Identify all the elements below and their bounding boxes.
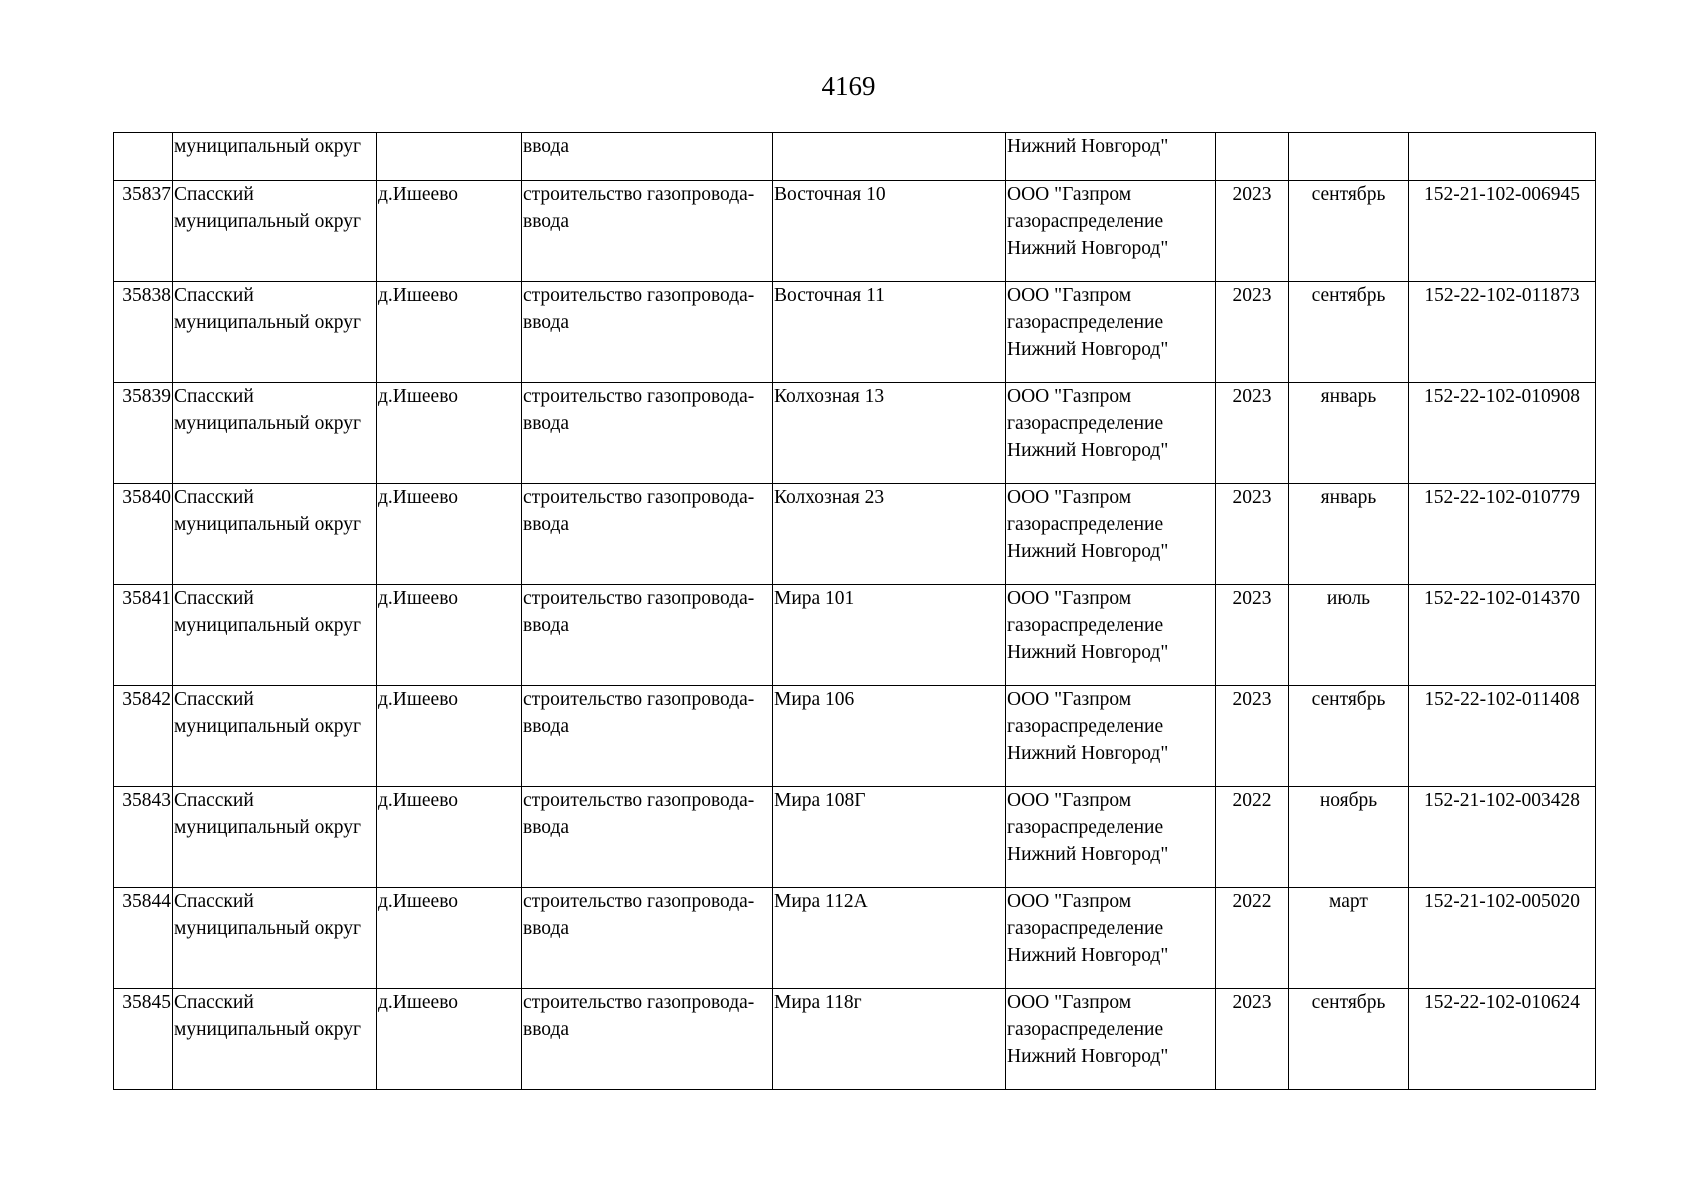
org-line: Нижний Новгород" [1007, 1046, 1169, 1067]
cell-work [522, 787, 773, 888]
org-line: ООО "Газпром [1007, 689, 1132, 710]
cell-village: д.Ишеево [377, 787, 522, 888]
cell-month: сентябрь [1289, 686, 1409, 787]
cell-district [173, 383, 377, 484]
cell-address: Колхозная 13 [773, 383, 1006, 484]
cell-code: 152-22-102-010908 [1409, 383, 1596, 484]
org-line: ООО "Газпром [1007, 285, 1132, 306]
district-line: Спасский [174, 285, 254, 306]
org-line: ООО "Газпром [1007, 588, 1132, 609]
table-row [114, 383, 1596, 484]
district-line: муниципальный округ [174, 211, 362, 232]
cell-district [173, 888, 377, 989]
table-row [114, 888, 1596, 989]
cell-org [1006, 989, 1216, 1090]
continuation-row [114, 133, 1596, 181]
cell-address: Мира 108Г [773, 787, 1006, 888]
cell-num: 35845 [114, 989, 173, 1090]
work-line: строительство газопровода- [523, 891, 755, 912]
cell-org [1006, 484, 1216, 585]
cell-num: 35838 [114, 282, 173, 383]
org-line: газораспределение [1007, 1019, 1164, 1040]
cell-address: Мира 101 [773, 585, 1006, 686]
cell-village [377, 133, 522, 181]
org-line: Нижний Новгород" [1007, 440, 1169, 461]
cell-district [173, 787, 377, 888]
district-line: Спасский [174, 386, 254, 407]
district-line: муниципальный округ [174, 1019, 362, 1040]
org-line: ООО "Газпром [1007, 992, 1132, 1013]
cell-district [173, 181, 377, 282]
cell-work [522, 181, 773, 282]
cell-address [773, 133, 1006, 181]
work-line: ввода [523, 413, 570, 434]
cell-village: д.Ишеево [377, 282, 522, 383]
cell-month: сентябрь [1289, 181, 1409, 282]
cell-year: 2023 [1216, 484, 1289, 585]
org-line: Нижний Новгород" [1007, 844, 1169, 865]
district-line: муниципальный округ [174, 413, 362, 434]
cell-district: муниципальный округ [173, 133, 377, 181]
work-line: ввода [523, 817, 570, 838]
cell-year: 2022 [1216, 888, 1289, 989]
cell-num: 35842 [114, 686, 173, 787]
district-line: муниципальный округ [174, 615, 362, 636]
cell-num: 35844 [114, 888, 173, 989]
org-line: ООО "Газпром [1007, 891, 1132, 912]
cell-work [522, 686, 773, 787]
cell-district [173, 282, 377, 383]
org-line: Нижний Новгород" [1007, 945, 1169, 966]
cell-code: 152-22-102-014370 [1409, 585, 1596, 686]
cell-village: д.Ишеево [377, 686, 522, 787]
page-number: 4169 [821, 71, 876, 101]
cell-month [1289, 133, 1409, 181]
cell-village: д.Ишеево [377, 484, 522, 585]
district-line: Спасский [174, 891, 254, 912]
cell-year: 2023 [1216, 585, 1289, 686]
work-line: строительство газопровода- [523, 285, 755, 306]
district-line: муниципальный округ [174, 817, 362, 838]
org-line: Нижний Новгород" [1007, 743, 1169, 764]
org-line: ООО "Газпром [1007, 790, 1132, 811]
cell-month: январь [1289, 484, 1409, 585]
district-line: Спасский [174, 992, 254, 1013]
org-line: Нижний Новгород" [1007, 541, 1169, 562]
cell-org: Нижний Новгород" [1006, 133, 1216, 181]
table-row [114, 787, 1596, 888]
work-line: строительство газопровода- [523, 992, 755, 1013]
org-line: Нижний Новгород" [1007, 642, 1169, 663]
table-row [114, 585, 1596, 686]
cell-month: июль [1289, 585, 1409, 686]
district-line: Спасский [174, 790, 254, 811]
cell-work [522, 585, 773, 686]
cell-work [522, 484, 773, 585]
cell-num: 35840 [114, 484, 173, 585]
cell-month: сентябрь [1289, 989, 1409, 1090]
org-line: газораспределение [1007, 413, 1164, 434]
cell-code: 152-22-102-011873 [1409, 282, 1596, 383]
cell-year [1216, 133, 1289, 181]
cell-org [1006, 383, 1216, 484]
cell-year: 2023 [1216, 383, 1289, 484]
work-line: строительство газопровода- [523, 588, 755, 609]
work-line: ввода [523, 918, 570, 939]
org-line: газораспределение [1007, 615, 1164, 636]
cell-year: 2022 [1216, 787, 1289, 888]
cell-address: Мира 118г [773, 989, 1006, 1090]
cell-num [114, 133, 173, 181]
district-line: муниципальный округ [174, 312, 362, 333]
registry-table [113, 132, 1596, 1090]
work-line: ввода [523, 514, 570, 535]
cell-address: Восточная 11 [773, 282, 1006, 383]
work-line: ввода [523, 211, 570, 232]
cell-code [1409, 133, 1596, 181]
cell-org [1006, 181, 1216, 282]
org-line: газораспределение [1007, 817, 1164, 838]
district-line: муниципальный округ [174, 918, 362, 939]
cell-work [522, 989, 773, 1090]
table-row [114, 989, 1596, 1090]
district-line: Спасский [174, 689, 254, 710]
table-row [114, 686, 1596, 787]
cell-work [522, 383, 773, 484]
org-line: газораспределение [1007, 514, 1164, 535]
cell-village: д.Ишеево [377, 383, 522, 484]
cell-org [1006, 585, 1216, 686]
org-line: Нижний Новгород" [1007, 339, 1169, 360]
table-row [114, 181, 1596, 282]
cell-year: 2023 [1216, 282, 1289, 383]
cell-village: д.Ишеево [377, 585, 522, 686]
cell-address: Мира 106 [773, 686, 1006, 787]
cell-org [1006, 888, 1216, 989]
cell-work: ввода [522, 133, 773, 181]
work-line: строительство газопровода- [523, 689, 755, 710]
cell-org [1006, 686, 1216, 787]
cell-num: 35841 [114, 585, 173, 686]
cell-year: 2023 [1216, 686, 1289, 787]
cell-year: 2023 [1216, 181, 1289, 282]
cell-address: Восточная 10 [773, 181, 1006, 282]
work-line: ввода [523, 312, 570, 333]
org-line: газораспределение [1007, 918, 1164, 939]
cell-code: 152-22-102-010779 [1409, 484, 1596, 585]
org-line: ООО "Газпром [1007, 386, 1132, 407]
work-line: строительство газопровода- [523, 386, 755, 407]
district-line: Спасский [174, 487, 254, 508]
work-line: строительство газопровода- [523, 790, 755, 811]
cell-code: 152-21-102-003428 [1409, 787, 1596, 888]
org-line: газораспределение [1007, 211, 1164, 232]
cell-district [173, 989, 377, 1090]
cell-month: март [1289, 888, 1409, 989]
cell-num: 35839 [114, 383, 173, 484]
work-line: строительство газопровода- [523, 184, 755, 205]
cell-code: 152-21-102-006945 [1409, 181, 1596, 282]
org-line: ООО "Газпром [1007, 184, 1132, 205]
cell-work [522, 888, 773, 989]
cell-code: 152-21-102-005020 [1409, 888, 1596, 989]
cell-month: январь [1289, 383, 1409, 484]
cell-address: Колхозная 23 [773, 484, 1006, 585]
cell-district [173, 484, 377, 585]
district-line: Спасский [174, 588, 254, 609]
work-line: ввода [523, 716, 570, 737]
cell-year: 2023 [1216, 989, 1289, 1090]
district-line: Спасский [174, 184, 254, 205]
cell-district [173, 585, 377, 686]
cell-address: Мира 112А [773, 888, 1006, 989]
table-body [114, 133, 1596, 1090]
cell-village: д.Ишеево [377, 888, 522, 989]
cell-org [1006, 787, 1216, 888]
cell-num: 35837 [114, 181, 173, 282]
cell-month: сентябрь [1289, 282, 1409, 383]
cell-num: 35843 [114, 787, 173, 888]
cell-work [522, 282, 773, 383]
cell-district [173, 686, 377, 787]
cell-village: д.Ишеево [377, 181, 522, 282]
work-line: строительство газопровода- [523, 487, 755, 508]
org-line: ООО "Газпром [1007, 487, 1132, 508]
org-line: газораспределение [1007, 312, 1164, 333]
table-row [114, 484, 1596, 585]
cell-org [1006, 282, 1216, 383]
district-line: муниципальный округ [174, 514, 362, 535]
org-line: газораспределение [1007, 716, 1164, 737]
work-line: ввода [523, 1019, 570, 1040]
work-line: ввода [523, 615, 570, 636]
cell-code: 152-22-102-011408 [1409, 686, 1596, 787]
org-line: Нижний Новгород" [1007, 238, 1169, 259]
district-line: муниципальный округ [174, 716, 362, 737]
cell-code: 152-22-102-010624 [1409, 989, 1596, 1090]
cell-village: д.Ишеево [377, 989, 522, 1090]
cell-month: ноябрь [1289, 787, 1409, 888]
table-row [114, 282, 1596, 383]
